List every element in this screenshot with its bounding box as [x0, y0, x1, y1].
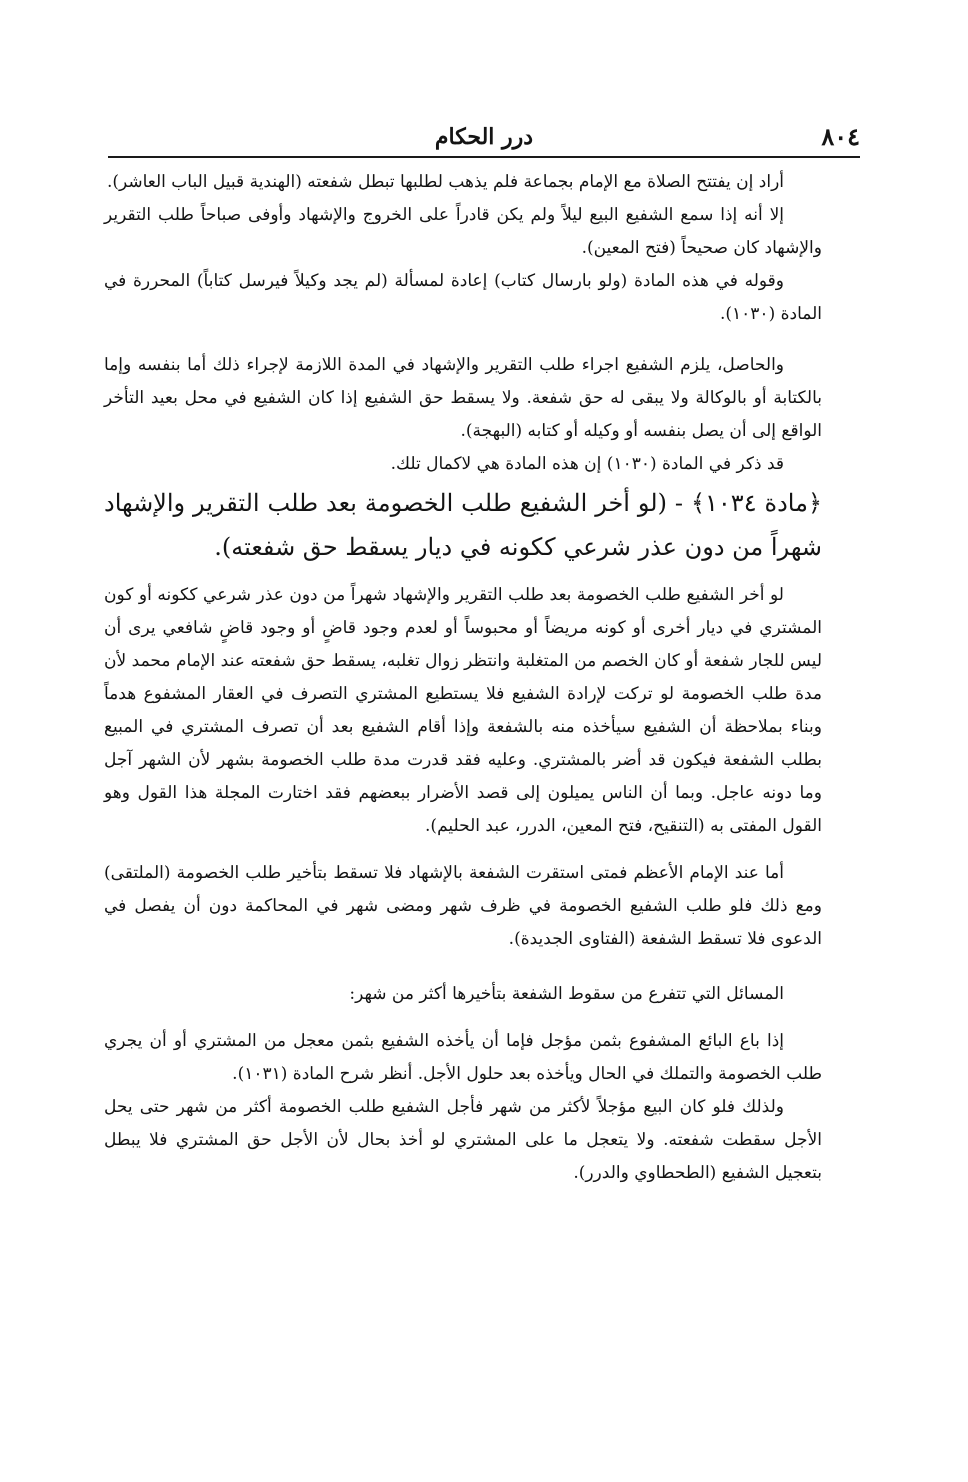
running-title: درر الحكام	[434, 124, 534, 150]
paragraph: إلا أنه إذا سمع الشفيع البيع ليلاً ولم يكن قادراً على الخروج والإشهاد وأوفى صباحاً طلب التقرير والإشهاد كان صحيحاً (فتح المعين).	[104, 205, 822, 258]
paragraph: قد ذكر في المادة (١٠٣٠) إن هذه المادة هي لاكمال تلك.	[390, 454, 784, 474]
commentary-paragraph: المسائل التي تتفرع من سقوط الشفعة بتأخيرها أكثر من شهر:	[349, 984, 784, 1004]
commentary-paragraph: لو أخر الشفيع طلب الخصومة بعد طلب التقرير والإشهاد شهراً من دون عذر شرعي ككونه أو كون المشتري في ديار أخرى أو كونه مريضاً أو محبوساً أو لعدم وجود قاضٍ أو وجود قاضٍ شافعي يرى أن ليس للجار شفعة أو كان الخصم من المتغلبة وانتظر زوال تغلبه، يسقط حق شفعته عند الإمام محمد لأن مدة طلب الخصومة لو تركت لإرادة الشفيع فلا يستطيع المشتري التصرف في العقار المشفوع هدماً وبناء بملاحظة أن الشفيع سيأخذه منه بالشفعة وإذا أقام الشفيع بعد أن تصرف المشتري في المبيع بطلب الشفعة فيكون قد أضر بالمشتري. وعليه فقد قدرت مدة طلب الخصومة بشهر لأن الشهر آجل وما دونه عاجل. وبما أن الناس يميلون إلى قصد الأضرار ببعضهم فقد اختارت المجلة هذا القول وهو القول المفتى به (التنقيح، فتح المعين، الدرر، عبد الحليم).	[104, 585, 822, 836]
paragraph: وقوله في هذه المادة (ولو بارسال كتاب) إعادة لمسألة (لم يجد وكيلاً فيرسل كتاباً) المحررة في المادة (١٠٣٠).	[104, 271, 822, 324]
commentary-paragraph: أما عند الإمام الأعظم فمتى استقرت الشفعة بالإشهاد فلا تسقط بتأخير طلب الخصومة (الملتقى) ومع ذلك فلو طلب الشفيع الخصومة في ظرف شهر ومضى شهر في المحاكمة دون أن يفصل في الدعوى فلا تسقط الشفعة (الفتاوى الجديدة).	[104, 863, 822, 949]
page-number: ٨٠٤	[821, 122, 860, 151]
header-divider	[108, 156, 860, 158]
page-body	[104, 166, 822, 1190]
article-heading: ﴿مادة ١٠٣٤﴾ - (لو أخر الشفيع طلب الخصومة بعد طلب التقرير والإشهاد شهراً من دون عذر شرعي ككونه في ديار يسقط حق شفعته).	[104, 489, 823, 561]
commentary-paragraph: إذا باع البائع المشفوع بثمن مؤجل فإما أن يأخذه الشفيع بثمن معجل من المشتري أو أن يجري طلب الخصومة والتملك في الحال ويأخذه بعد حلول الأجل. أنظر شرح المادة (١٠٣١).	[104, 1031, 822, 1084]
paragraph: أراد إن يفتتح الصلاة مع الإمام بجماعة فلم يذهب لطلبها تبطل شفعته (الهندية قبيل الباب العاشر).	[106, 172, 784, 192]
page-header	[108, 122, 860, 156]
paragraph: والحاصل، يلزم الشفيع اجراء طلب التقرير والإشهاد في المدة اللازمة لإجراء ذلك أما بنفسه وإما بالكتابة أو بالوكالة ولا يبقى له حق شفعة. ولا يسقط حق الشفيع إذا كان الشفيع في محل بعيد التأخر الواقع إلى أن يصل بنفسه أو وكيله أو كتابه (البهجة).	[104, 355, 822, 441]
commentary-paragraph: ولذلك فلو كان البيع مؤجلاً لأكثر من شهر فأجل الشفيع طلب الخصومة أكثر من شهر حتى يحل الأجل سقطت شفعته. ولا يتعجل ما على المشتري لو أخذ بحال لأن الأجل حق المشتري فلا يبطل بتعجيل الشفيع (الطحطاوي والدرر).	[104, 1097, 822, 1183]
